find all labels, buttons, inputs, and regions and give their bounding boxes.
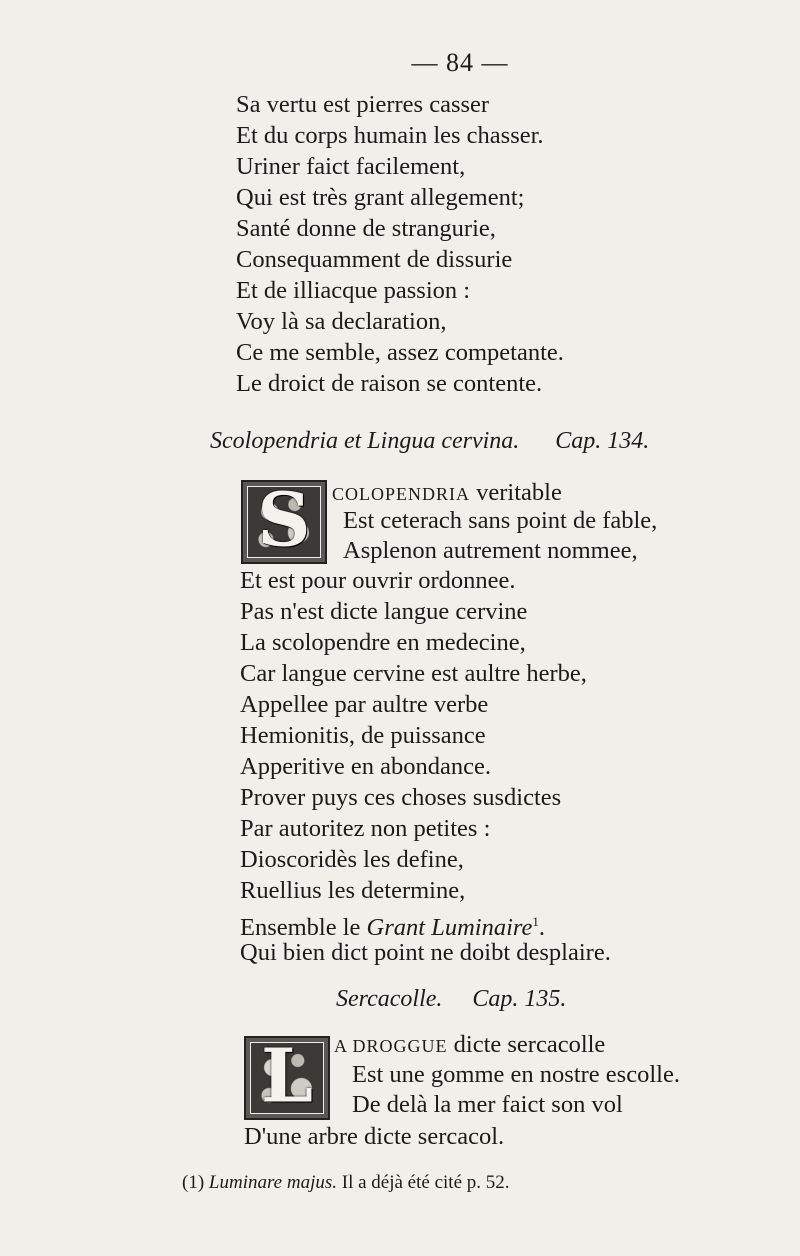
verse-line: Ruellius les determine, (240, 877, 466, 904)
verse-line (332, 478, 562, 509)
verse-line: Pas n'est dicte langue cervine (240, 598, 528, 625)
chapter-heading (210, 428, 649, 455)
drop-cap-s (241, 480, 327, 564)
verse-line: Santé donne de strangurie, (236, 215, 496, 242)
drop-cap-letter: L (260, 1036, 314, 1120)
verse-line: Consequamment de dissurie (236, 246, 513, 273)
drop-cap-l (244, 1036, 330, 1120)
chapter-title: Scolopendria et Lingua cervina. (210, 428, 520, 454)
verse-line: Voy là sa declaration, (236, 308, 447, 335)
verse-line: Le droict de raison se contente. (236, 370, 543, 397)
chapter-title: Sercacolle. (336, 986, 443, 1012)
footnote (182, 1172, 510, 1194)
verse-line: Prover puys ces choses susdictes (240, 784, 562, 811)
first-word: COLOPENDRIA (332, 484, 471, 504)
verse-line: Asplenon autrement nommee, (343, 537, 638, 564)
verse-line: Apperitive en abondance. (240, 753, 492, 780)
ensemble-suffix: . (538, 914, 546, 942)
footnote-text: Il a déjà été cité p. 52. (337, 1172, 510, 1193)
verse-line: Qui bien dict point ne doibt desplaire. (240, 939, 611, 966)
verse-line: Et du corps humain les chasser. (236, 122, 544, 149)
first-line-rest: dicte sercacolle (447, 1031, 606, 1058)
footnote-title: Luminare majus. (208, 1172, 337, 1193)
verse-line: Est ceterach sans point de fable, (343, 507, 658, 534)
first-line-rest: veritable (470, 479, 562, 506)
verse-line: Hemionitis, de puissance (240, 722, 486, 749)
chapter-number: Cap. 135. (472, 986, 567, 1012)
verse-line: De delà la mer faict son vol (352, 1091, 623, 1118)
verse-line: La scolopendre en medecine, (240, 629, 526, 656)
chapter-number: Cap. 134. (555, 428, 650, 454)
verse-line: Et de illiacque passion : (236, 277, 471, 304)
footnote-marker: (1) (182, 1172, 205, 1193)
chapter-heading (336, 986, 566, 1013)
first-word: A DROGGUE (334, 1036, 448, 1056)
verse-line: Car langue cervine est aultre herbe, (240, 660, 587, 687)
verse-line: Appellee par aultre verbe (240, 691, 489, 718)
verse-line: Sa vertu est pierres casser (236, 91, 490, 118)
drop-cap-letter: S (257, 480, 311, 564)
verse-line: Dioscoridès les define, (240, 846, 464, 873)
verse-line: Ce me semble, assez competante. (236, 339, 564, 366)
ensemble-prefix: Ensemble le (240, 914, 367, 942)
verse-line: Uriner faict facilement, (236, 153, 466, 180)
verse-line: D'une arbre dicte sercacol. (244, 1123, 505, 1150)
page-number: — 84 — (411, 48, 509, 77)
verse-line: Qui est très grant allegement; (236, 184, 525, 211)
grant-luminaire-title: Grant Luminaire (366, 914, 533, 942)
verse-line: Et est pour ouvrir ordonnee. (240, 567, 516, 594)
footnote-ref: 1 (532, 914, 539, 929)
verse-line: Par autoritez non petites : (240, 815, 491, 842)
verse-line (334, 1030, 605, 1061)
verse-line: Est une gomme en nostre escolle. (352, 1061, 680, 1088)
